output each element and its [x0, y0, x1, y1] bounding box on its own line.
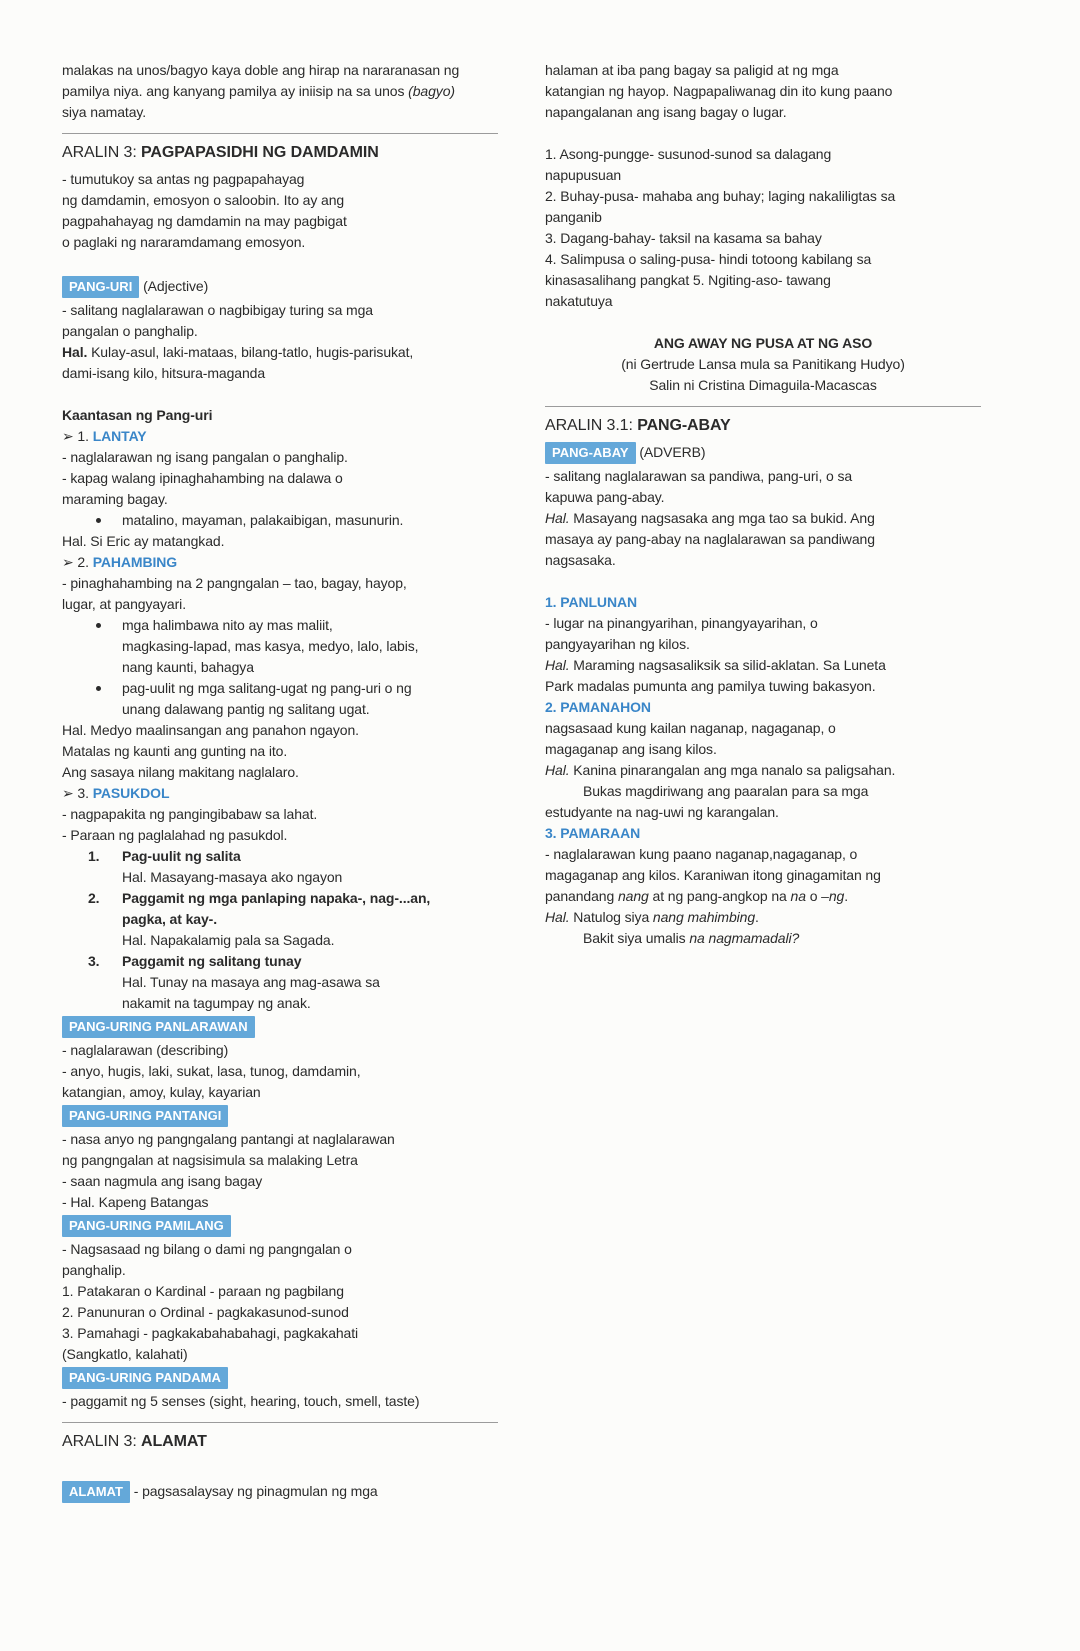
bullet-item — [62, 510, 498, 531]
paragraph — [545, 655, 981, 697]
divider — [545, 406, 981, 407]
text-run: at ng pang-angkop na — [648, 888, 791, 904]
term-chip: PANG-URING PANDAMA — [62, 1367, 228, 1389]
divider — [62, 133, 498, 134]
term-definition-line — [62, 1215, 498, 1237]
paragraph — [62, 169, 498, 253]
text-run: PAGPAPASIDHI NG DAMDAMIN — [141, 144, 379, 161]
right-column — [545, 60, 981, 1505]
numbered-item — [62, 846, 498, 867]
keyword-text: LANTAY — [92, 428, 147, 444]
paragraph — [62, 825, 498, 846]
text-run: ARALIN 3.1: — [545, 417, 638, 434]
text-run: . — [844, 888, 849, 904]
text-run: - kapag walang ipinaghahambing na dalawa o — [62, 470, 343, 486]
text-run: PANG-ABAY — [637, 417, 731, 434]
paragraph — [62, 447, 498, 468]
text-run: nang mahimbing — [652, 909, 756, 925]
text-run: 3. Dagang-bahay- taksil na kasama sa bahay — [545, 230, 822, 246]
text-run: Natulog siya — [569, 909, 653, 925]
text-run: Hal. Napakalamig pala sa Sagada. — [122, 932, 335, 948]
text-run: magaganap ang isang kilos. — [545, 741, 717, 757]
paragraph — [545, 718, 981, 760]
list-number: 3. — [88, 953, 100, 969]
term-chip: PANG-URING PANLARAWAN — [62, 1016, 255, 1038]
paragraph — [62, 60, 498, 123]
text-run: Bukas magdiriwang ang paaralan para sa mga — [583, 783, 869, 799]
text-run: napangalanan ang isang bagay o lugar. — [545, 104, 787, 120]
text-run: - lugar na pinangyarihan, pinangyayarihan, o — [545, 615, 818, 631]
paragraph — [62, 1061, 498, 1103]
text-run: Hal. Si Eric ay matangkad. — [62, 533, 225, 549]
keyword-text: 1. PANLUNAN — [545, 594, 637, 610]
text-run: mga halimbawa nito ay mas maliit, — [122, 617, 333, 633]
paragraph — [62, 1040, 498, 1061]
text-run: na nagmamadali? — [689, 930, 800, 946]
centered-line — [545, 354, 981, 375]
paragraph — [62, 573, 498, 615]
text-run: panganib — [545, 209, 602, 225]
term-definition-line — [62, 1481, 498, 1503]
keyword-text: PASUKDOL — [92, 785, 170, 801]
text-run: ANG AWAY NG PUSA AT NG ASO — [653, 335, 873, 351]
text-run: (ni Gertrude Lansa mula sa Panitikang Hudyo) — [621, 356, 905, 372]
text-run: malakas na unos/bagyo kaya doble ang hirap na nararanasan ng — [62, 62, 460, 78]
text-run: estudyante na nag-uwi ng karangalan. — [545, 804, 779, 820]
text-run: Hal. — [545, 657, 570, 673]
text-run: ARALIN 3: — [62, 1433, 142, 1450]
paragraph — [545, 60, 981, 123]
text-run: (ADVERB) — [635, 444, 706, 460]
outline-level-item — [62, 552, 498, 573]
text-run: 3. Pamahagi - pagkakabahabahagi, pagkakahati — [62, 1325, 359, 1341]
divider — [62, 1422, 498, 1423]
text-run: lugar, at pangyayari. — [62, 596, 186, 612]
text-run: kinasasalihang pangkat 5. Ngiting-aso- tawang — [545, 272, 831, 288]
paragraph — [62, 1239, 498, 1281]
centered-line — [545, 375, 981, 396]
paragraph — [62, 741, 498, 762]
text-run: 1. Asong-pungge- susunod-sunod sa dalagang — [545, 146, 832, 162]
text-run: dami-isang kilo, hitsura-maganda — [62, 365, 266, 381]
text-run: Kulay-asul, laki-mataas, bilang-tatlo, hugis-parisukat, — [87, 344, 414, 360]
text-run: Hal. — [62, 344, 88, 360]
keyword-text: 2. PAMANAHON — [545, 699, 651, 715]
text-run: katangian, amoy, kulay, kayarian — [62, 1084, 261, 1100]
text-run: Bakit siya umalis — [583, 930, 690, 946]
spacer — [545, 123, 981, 144]
text-run: Hal. — [545, 909, 570, 925]
paragraph — [62, 300, 498, 342]
numbered-item-example — [62, 972, 498, 1014]
text-run: 2. Panunuran o Ordinal - pagkakasunod-sunod — [62, 1304, 349, 1320]
outline-level-item — [62, 783, 498, 804]
paragraph — [545, 249, 981, 312]
text-run: Hal. — [545, 510, 570, 526]
term-chip: ALAMAT — [62, 1481, 130, 1503]
paragraph — [545, 144, 981, 186]
text-run: Hal. Masayang-masaya ako ngayon — [122, 869, 343, 885]
paragraph — [62, 531, 498, 552]
paragraph — [545, 907, 981, 928]
term-definition-line — [545, 442, 981, 464]
text-run: Salin ni Cristina Dimaguila-Macascas — [649, 377, 877, 393]
spacer — [545, 571, 981, 592]
text-run: panandang — [545, 888, 618, 904]
text-run: o paglaki ng nararamdamang emosyon. — [62, 234, 306, 250]
subtopic-heading — [545, 697, 981, 718]
paragraph — [545, 760, 981, 781]
section-heading — [545, 415, 981, 437]
paragraph — [62, 405, 498, 426]
text-run: masaya ay pang-abay na naglalarawan sa pandiwang — [545, 531, 875, 547]
left-column — [62, 60, 498, 1505]
term-definition-line — [62, 1105, 498, 1127]
text-run: pamilya niya. ang kanyang pamilya ay iniisip na sa unos — [62, 83, 409, 99]
centered-line — [545, 333, 981, 354]
section-heading — [62, 142, 498, 164]
term-definition-line — [62, 1367, 498, 1389]
outline-level-item — [62, 426, 498, 447]
text-run: Masayang nagsasaka ang mga tao sa bukid. Ang — [569, 510, 875, 526]
text-run: ➢ 3. — [62, 785, 93, 801]
text-run: Park madalas pumunta ang pamilya tuwing bakasyon. — [545, 678, 876, 694]
list-number: 2. — [88, 890, 100, 906]
paragraph — [62, 1192, 498, 1213]
text-run: pagpahahayag ng damdamin na may pagbigat — [62, 213, 347, 229]
text-run: - naglalarawan ng isang pangalan o panghalip. — [62, 449, 348, 465]
text-run: nang — [617, 888, 649, 904]
text-run: matalino, mayaman, palakaibigan, masunurin. — [122, 512, 404, 528]
text-run: - salitang naglalarawan sa pandiwa, pang-uri, o sa — [545, 468, 853, 484]
paragraph — [62, 804, 498, 825]
spacer — [62, 1458, 498, 1479]
text-run: - tumutukoy sa antas ng pagpapahayag — [62, 171, 305, 187]
text-run: Paggamit ng mga panlaping napaka-, nag-...an, — [122, 890, 431, 906]
text-run: unang dalawang pantig ng salitang ugat. — [122, 701, 370, 717]
text-run: Paggamit ng salitang tunay — [122, 953, 302, 969]
text-run: - anyo, hugis, laki, sukat, lasa, tunog, damdamin, — [62, 1063, 361, 1079]
text-run: magaganap ang kilos. Karaniwan itong ginagamitan ng — [545, 867, 881, 883]
term-chip: PANG-ABAY — [545, 442, 636, 464]
text-run: ng damdamin, emosyon o saloobin. Ito ay ang — [62, 192, 345, 208]
keyword-text: 3. PAMARAAN — [545, 825, 641, 841]
paragraph — [62, 1391, 498, 1412]
indented-paragraph — [545, 781, 981, 823]
text-run: kapuwa pang-abay. — [545, 489, 665, 505]
term-chip: PANG-URI — [62, 276, 139, 298]
indented-paragraph — [545, 928, 981, 949]
paragraph — [545, 228, 981, 249]
text-run: Pag-uulit ng salita — [122, 848, 241, 864]
subtopic-heading — [545, 823, 981, 844]
text-run: (Sangkatlo, kalahati) — [62, 1346, 188, 1362]
spacer — [545, 312, 981, 333]
text-run: - paggamit ng 5 senses (sight, hearing, touch, smell, taste) — [62, 1393, 420, 1409]
text-run: - Hal. Kapeng Batangas — [62, 1194, 209, 1210]
text-run: Maraming nagsasaliksik sa silid-aklatan. Sa Luneta — [569, 657, 886, 673]
text-run: - nasa anyo ng pangngalang pantangi at naglalarawan — [62, 1131, 395, 1147]
subtopic-heading — [545, 592, 981, 613]
list-number: 1. — [88, 848, 100, 864]
text-run: katangian ng hayop. Nagpapaliwanag din ito kung paano — [545, 83, 893, 99]
text-run: nang kaunti, bahagya — [122, 659, 254, 675]
spacer — [62, 253, 498, 274]
text-run: panghalip. — [62, 1262, 126, 1278]
text-run: . — [755, 909, 759, 925]
text-run: o — [805, 888, 822, 904]
paragraph — [62, 1129, 498, 1171]
term-definition-line — [62, 276, 498, 298]
text-run: 4. Salimpusa o saling-pusa- hindi totoong kabilang sa — [545, 251, 872, 267]
text-run: na — [790, 888, 806, 904]
text-run: (Adjective) — [139, 278, 209, 294]
paragraph — [62, 342, 498, 384]
text-run: –ng — [821, 888, 845, 904]
text-run: (bagyo) — [408, 83, 455, 99]
text-run: Hal. Tunay na masaya ang mag-asawa sa — [122, 974, 380, 990]
text-run: ALAMAT — [141, 1433, 207, 1450]
numbered-item — [62, 951, 498, 972]
text-run: ARALIN 3: — [62, 144, 142, 161]
paragraph — [62, 720, 498, 741]
text-run: siya namatay. — [62, 104, 147, 120]
term-chip: PANG-URING PAMILANG — [62, 1215, 231, 1237]
text-run: magkasing-lapad, mas kasya, medyo, lalo, labis, — [122, 638, 419, 654]
spacer — [62, 384, 498, 405]
text-run: nakamit na tagumpay ng anak. — [122, 995, 311, 1011]
text-run: napupusuan — [545, 167, 622, 183]
paragraph — [545, 186, 981, 228]
paragraph — [545, 466, 981, 508]
text-run: Matalas ng kaunti ang gunting na ito. — [62, 743, 288, 759]
text-run: pangyayarihan ng kilos. — [545, 636, 690, 652]
text-run: Hal. Medyo maalinsangan ang panahon ngayon. — [62, 722, 359, 738]
text-run: - pinaghahambing na 2 pangngalan – tao, bagay, hayop, — [62, 575, 407, 591]
text-run: - nagpapakita ng pangingibabaw sa lahat. — [62, 806, 318, 822]
text-run: Kaantasan ng Pang-uri — [62, 407, 213, 423]
bullet-item — [62, 615, 498, 678]
text-run: 2. Buhay-pusa- mahaba ang buhay; laging nakaliligtas sa — [545, 188, 896, 204]
text-run: ➢ 2. — [62, 554, 93, 570]
text-run: Kanina pinarangalan ang mga nanalo sa paligsahan. — [569, 762, 896, 778]
term-definition-line — [62, 1016, 498, 1038]
keyword-text: PAHAMBING — [92, 554, 178, 570]
text-run: - pagsasalaysay ng pinagmulan ng mga — [129, 1483, 378, 1499]
paragraph — [62, 1302, 498, 1323]
text-run: pag-uulit ng mga salitang-ugat ng pang-uri o ng — [122, 680, 412, 696]
paragraph — [62, 1281, 498, 1302]
paragraph — [545, 844, 981, 907]
text-run: maraming bagay. — [62, 491, 168, 507]
paragraph — [62, 1171, 498, 1192]
text-run: halaman at iba pang bagay sa paligid at ng mga — [545, 62, 839, 78]
text-run: pangalan o panghalip. — [62, 323, 198, 339]
text-run: - saan nagmula ang isang bagay — [62, 1173, 263, 1189]
text-run: pagka, at kay-. — [122, 911, 217, 927]
text-run: - naglalarawan (describing) — [62, 1042, 229, 1058]
paragraph — [545, 613, 981, 655]
text-run: 1. Patakaran o Kardinal - paraan ng pagbilang — [62, 1283, 344, 1299]
text-run: ng pangngalan at nagsisimula sa malaking Letra — [62, 1152, 358, 1168]
text-run: - naglalarawan kung paano naganap,nagaganap, o — [545, 846, 858, 862]
text-run: Ang sasaya nilang makitang naglalaro. — [62, 764, 299, 780]
paragraph — [62, 468, 498, 510]
section-heading — [62, 1431, 498, 1453]
bullet-item — [62, 678, 498, 720]
text-run: - Nagsasaad ng bilang o dami ng pangngalan o — [62, 1241, 352, 1257]
text-run: ➢ 1. — [62, 428, 93, 444]
paragraph — [62, 762, 498, 783]
text-run: Hal. — [545, 762, 570, 778]
text-run: nagsasaka. — [545, 552, 616, 568]
text-run: nakatutuya — [545, 293, 613, 309]
paragraph — [62, 1323, 498, 1365]
term-chip: PANG-URING PANTANGI — [62, 1105, 228, 1127]
numbered-item-example — [62, 930, 498, 951]
text-run: - salitang naglalarawan o nagbibigay turing sa mga — [62, 302, 373, 318]
text-run: nagsasaad kung kailan naganap, nagaganap, o — [545, 720, 836, 736]
numbered-item — [62, 888, 498, 930]
paragraph — [545, 508, 981, 571]
numbered-item-example — [62, 867, 498, 888]
text-run: - Paraan ng paglalahad ng pasukdol. — [62, 827, 288, 843]
